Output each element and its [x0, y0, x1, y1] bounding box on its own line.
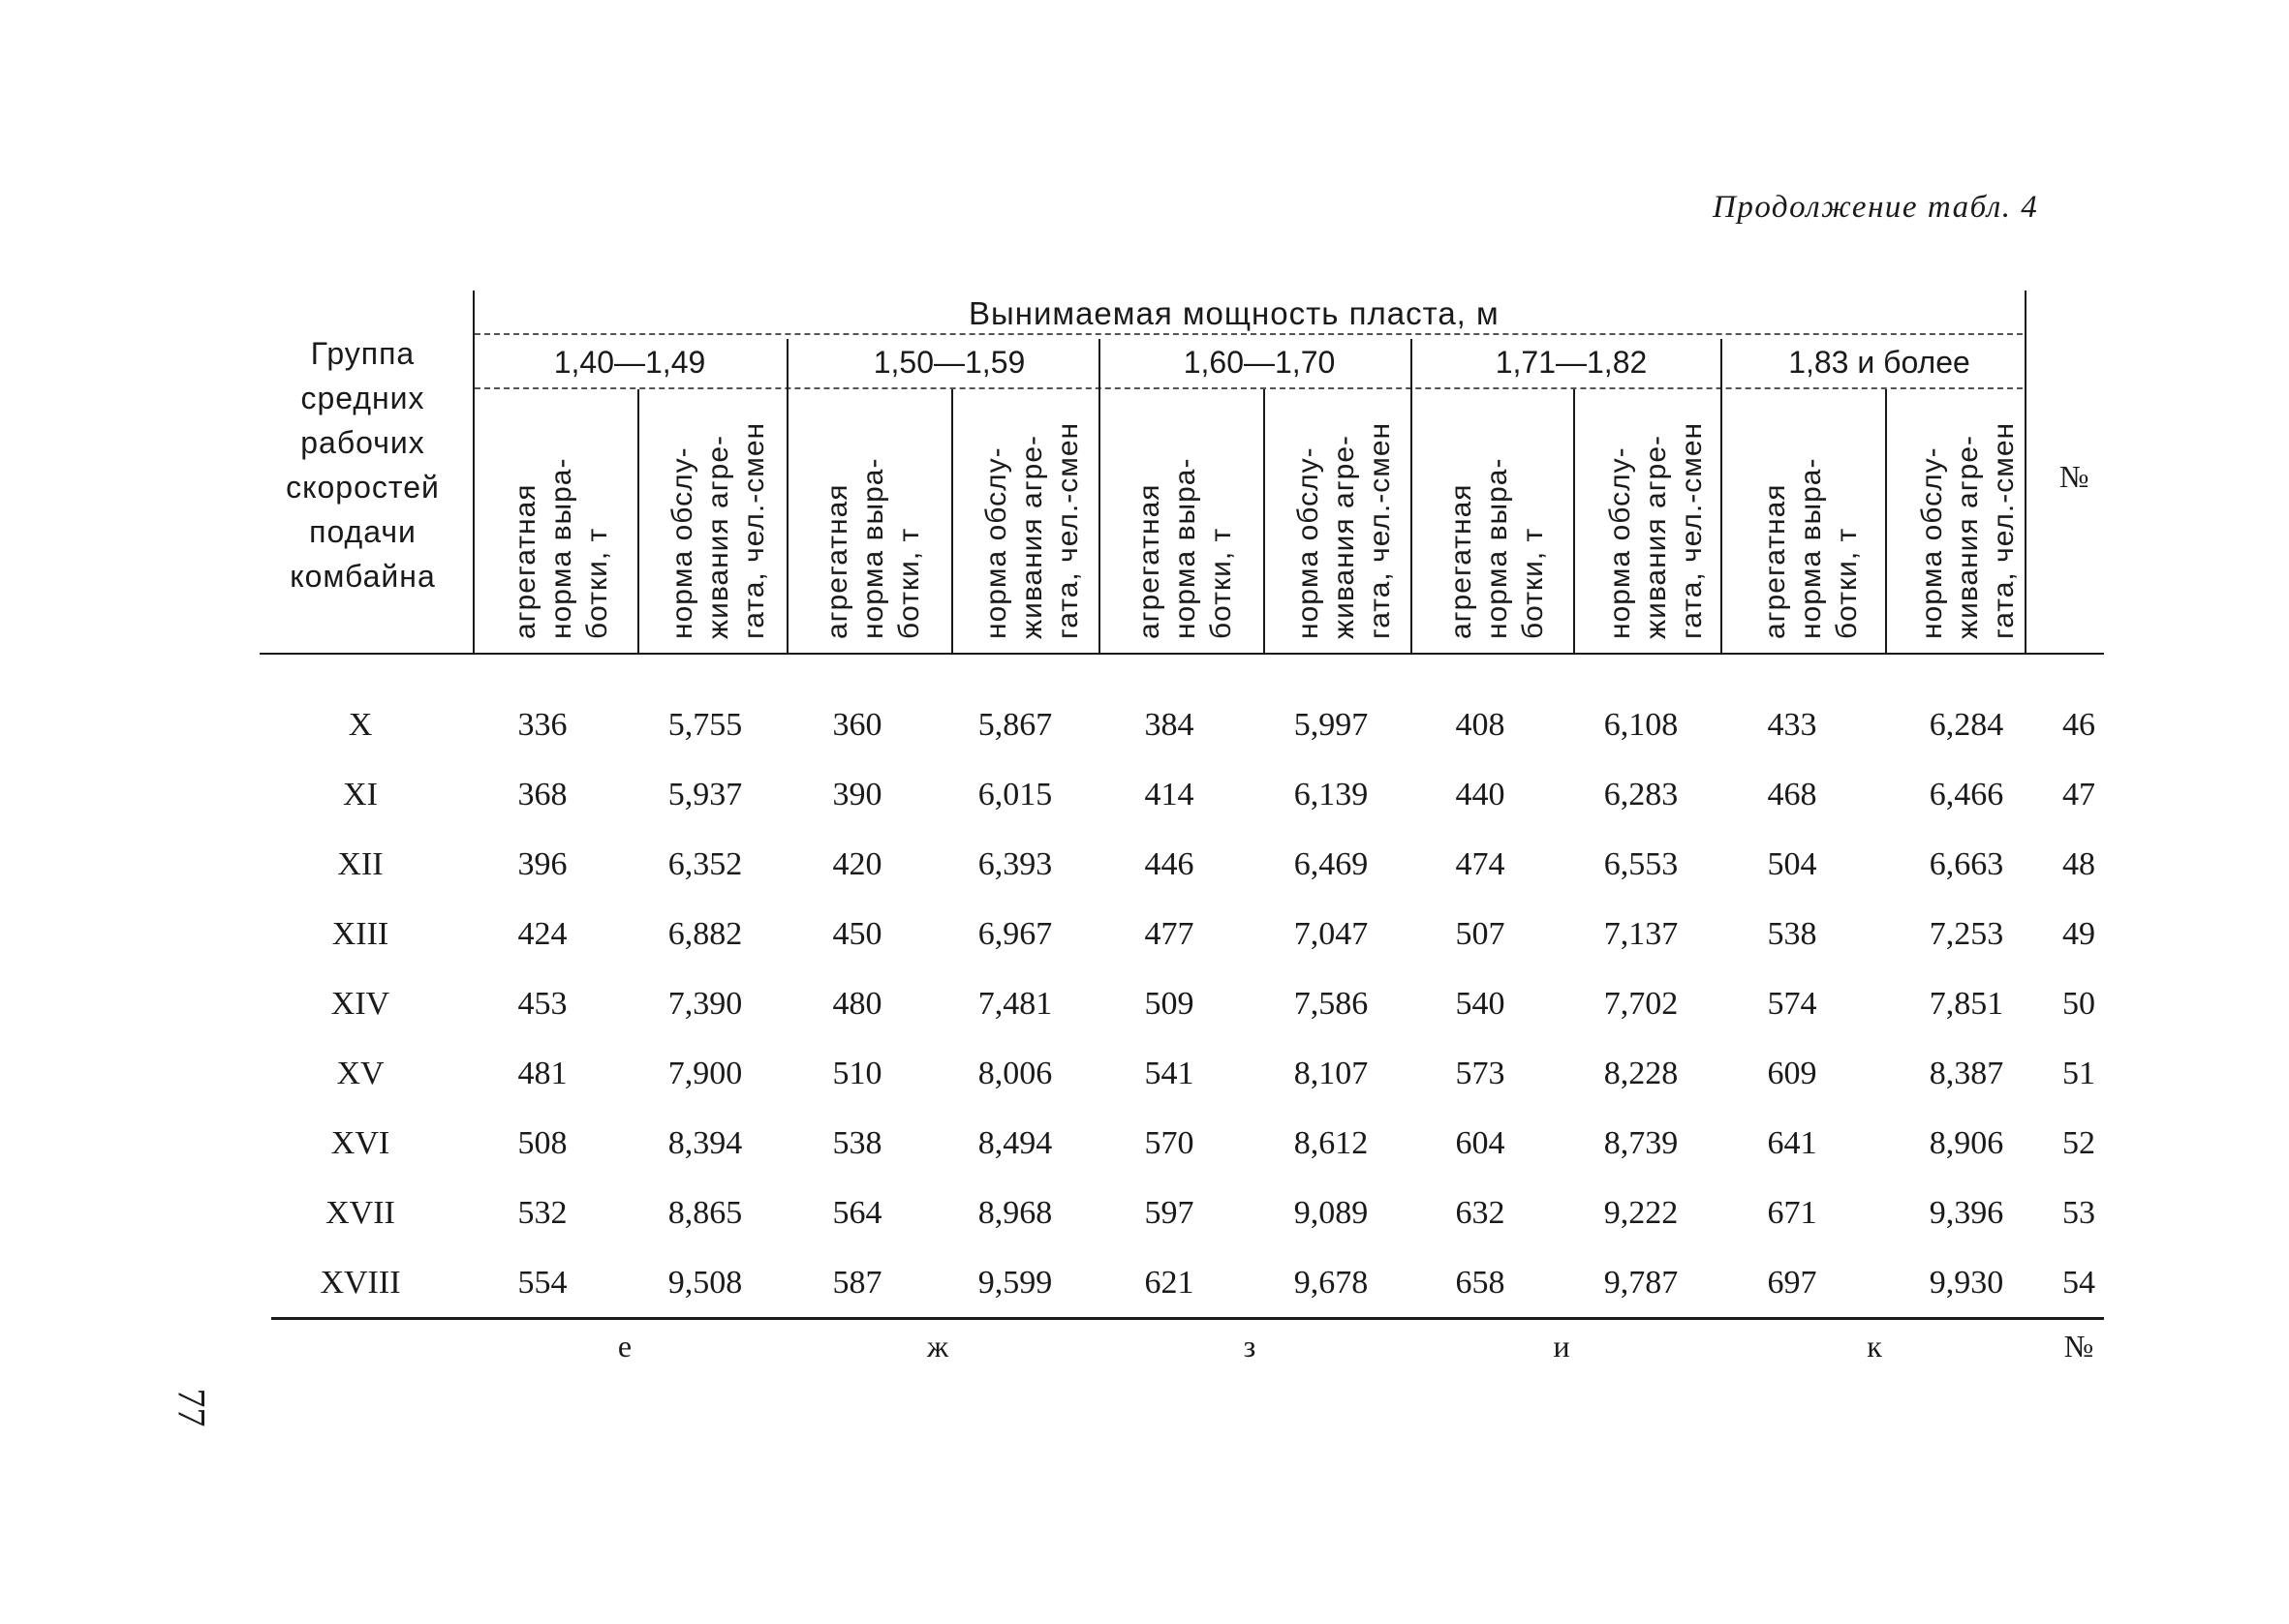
service-norm-cell: 8,387 — [1929, 1056, 2004, 1091]
service-norm-cell: 8,906 — [1929, 1125, 2004, 1161]
range-header: 1,40—1,49 — [553, 345, 706, 380]
service-norm-cell: 9,222 — [1603, 1195, 1679, 1231]
sub-rule-5 — [1885, 389, 1887, 655]
row-number-cell: 50 — [2062, 986, 2095, 1022]
range-header: 1,60—1,70 — [1183, 345, 1336, 380]
service-norm-cell: 9,599 — [977, 1265, 1053, 1301]
service-norm-cell: 5,867 — [977, 707, 1053, 743]
service-norm-cell: 7,390 — [667, 986, 743, 1022]
service-norm-cell: 7,900 — [667, 1056, 743, 1091]
service-norm-cell: 6,553 — [1603, 846, 1679, 882]
output-norm-header: агрегатная норма выра- ботки, т — [1445, 457, 1549, 639]
output-norm-cell: 658 — [1455, 1265, 1505, 1301]
group-cell: XI — [343, 777, 378, 812]
output-norm-cell: 509 — [1144, 986, 1194, 1022]
output-norm-cell: 384 — [1144, 707, 1194, 743]
page-number: 77 — [170, 1388, 214, 1427]
output-norm-cell: 450 — [832, 916, 882, 952]
sub-rule-4 — [1573, 389, 1575, 655]
output-norm-cell: 507 — [1455, 916, 1505, 952]
output-norm-cell: 532 — [517, 1195, 568, 1231]
output-norm-cell: 671 — [1767, 1195, 1817, 1231]
service-norm-cell: 6,469 — [1293, 846, 1369, 882]
output-norm-cell: 604 — [1455, 1125, 1505, 1161]
group-cell: XV — [336, 1056, 385, 1091]
footer-letter: з — [1243, 1329, 1256, 1364]
row-number-cell: 53 — [2062, 1195, 2095, 1231]
service-norm-cell: 9,930 — [1929, 1265, 2004, 1301]
group-cell: XVI — [330, 1125, 390, 1161]
row-number-cell: 54 — [2062, 1265, 2095, 1301]
continuation-label: Продолжение табл. 4 — [1713, 190, 2039, 225]
output-norm-cell: 597 — [1144, 1195, 1194, 1231]
service-norm-cell: 7,586 — [1293, 986, 1369, 1022]
footer-letter: и — [1553, 1329, 1570, 1364]
output-norm-cell: 474 — [1455, 846, 1505, 882]
service-norm-cell: 7,253 — [1929, 916, 2004, 952]
service-norm-cell: 6,139 — [1293, 777, 1369, 812]
service-norm-cell: 6,108 — [1603, 707, 1679, 743]
body-bottom-rule — [271, 1317, 2104, 1320]
service-norm-cell: 6,967 — [977, 916, 1053, 952]
group-cell: X — [348, 707, 373, 743]
range-5-rule — [1720, 339, 1722, 655]
output-norm-cell: 564 — [832, 1195, 882, 1231]
output-norm-cell: 446 — [1144, 846, 1194, 882]
output-norm-cell: 480 — [832, 986, 882, 1022]
service-norm-cell: 7,702 — [1603, 986, 1679, 1022]
row-number-cell: 49 — [2062, 916, 2095, 952]
output-norm-cell: 453 — [517, 986, 568, 1022]
output-norm-cell: 390 — [832, 777, 882, 812]
output-norm-cell: 621 — [1144, 1265, 1194, 1301]
number-header: № — [2059, 459, 2089, 494]
output-norm-cell: 510 — [832, 1056, 882, 1091]
header-bottom-rule — [260, 653, 2104, 655]
service-norm-cell: 7,851 — [1929, 986, 2004, 1022]
output-norm-cell: 609 — [1767, 1056, 1817, 1091]
group-cell: XVIII — [320, 1265, 401, 1301]
output-norm-cell: 396 — [517, 846, 568, 882]
service-norm-cell: 5,997 — [1293, 707, 1369, 743]
output-norm-cell: 477 — [1144, 916, 1194, 952]
service-norm-cell: 6,466 — [1929, 777, 2004, 812]
group-header: Группа средних рабочих скоростей подачи комбайна — [286, 336, 440, 594]
output-norm-cell: 508 — [517, 1125, 568, 1161]
service-norm-cell: 7,137 — [1603, 916, 1679, 952]
output-norm-cell: 554 — [517, 1265, 568, 1301]
range-3-rule — [1098, 339, 1100, 655]
output-norm-cell: 468 — [1767, 777, 1817, 812]
service-norm-cell: 5,755 — [667, 707, 743, 743]
range-2-rule — [787, 339, 789, 655]
service-norm-cell: 8,006 — [977, 1056, 1053, 1091]
output-norm-header: агрегатная норма выра- ботки, т — [821, 457, 925, 639]
sub-rule-1 — [637, 389, 639, 655]
service-norm-cell: 8,107 — [1293, 1056, 1369, 1091]
output-norm-cell: 538 — [832, 1125, 882, 1161]
output-norm-cell: 336 — [517, 707, 568, 743]
service-norm-cell: 9,678 — [1293, 1265, 1369, 1301]
service-norm-cell: 9,787 — [1603, 1265, 1679, 1301]
footer-letter: е — [617, 1329, 633, 1364]
service-norm-header: норма обслу- живания агре- гата, чел.-смен — [980, 421, 1084, 639]
group-cell: XII — [337, 846, 384, 882]
group-cell: XVII — [325, 1195, 395, 1231]
service-norm-cell: 6,352 — [667, 846, 743, 882]
number-column-rule — [2025, 291, 2026, 655]
output-norm-cell: 538 — [1767, 916, 1817, 952]
output-norm-cell: 440 — [1455, 777, 1505, 812]
service-norm-header: норма обслу- живания агре- гата, чел.-смен — [666, 421, 770, 639]
service-norm-cell: 7,047 — [1293, 916, 1369, 952]
range-4-rule — [1410, 339, 1412, 655]
service-norm-cell: 9,089 — [1293, 1195, 1369, 1231]
output-norm-cell: 641 — [1767, 1125, 1817, 1161]
service-norm-cell: 8,739 — [1603, 1125, 1679, 1161]
output-norm-cell: 587 — [832, 1265, 882, 1301]
service-norm-cell: 6,015 — [977, 777, 1053, 812]
range-header: 1,83 и более — [1788, 345, 1970, 380]
service-norm-cell: 6,663 — [1929, 846, 2004, 882]
output-norm-cell: 408 — [1455, 707, 1505, 743]
service-norm-cell: 8,968 — [977, 1195, 1053, 1231]
service-norm-cell: 8,865 — [667, 1195, 743, 1231]
service-norm-cell: 8,394 — [667, 1125, 743, 1161]
thickness-header: Вынимаемая мощность пласта, м — [969, 295, 1500, 331]
output-norm-header: агрегатная норма выра- ботки, т — [510, 457, 613, 639]
service-norm-cell: 6,393 — [977, 846, 1053, 882]
sub-rule-2 — [951, 389, 953, 655]
footer-letter: к — [1867, 1329, 1882, 1364]
service-norm-cell: 6,284 — [1929, 707, 2004, 743]
service-norm-header: норма обслу- живания агре- гата, чел.-смен — [1604, 421, 1708, 639]
service-norm-cell: 7,481 — [977, 986, 1053, 1022]
service-norm-cell: 9,508 — [667, 1265, 743, 1301]
group-cell: XIII — [331, 916, 389, 952]
row-number-cell: 51 — [2062, 1056, 2095, 1091]
service-norm-cell: 6,283 — [1603, 777, 1679, 812]
output-norm-cell: 570 — [1144, 1125, 1194, 1161]
service-norm-header: норма обслу- живания агре- гата, чел.-смен — [1292, 421, 1396, 639]
output-norm-cell: 360 — [832, 707, 882, 743]
footer-letter: ж — [926, 1329, 949, 1364]
output-norm-cell: 574 — [1767, 986, 1817, 1022]
service-norm-cell: 5,937 — [667, 777, 743, 812]
range-underline-rule — [475, 387, 2023, 389]
output-norm-cell: 541 — [1144, 1056, 1194, 1091]
output-norm-cell: 573 — [1455, 1056, 1505, 1091]
row-number-cell: 47 — [2062, 777, 2095, 812]
output-norm-header: агрегатная норма выра- ботки, т — [1759, 457, 1863, 639]
row-number-cell: 48 — [2062, 846, 2095, 882]
service-norm-cell: 8,612 — [1293, 1125, 1369, 1161]
output-norm-cell: 424 — [517, 916, 568, 952]
output-norm-header: агрегатная норма выра- ботки, т — [1133, 457, 1237, 639]
output-norm-cell: 414 — [1144, 777, 1194, 812]
output-norm-cell: 420 — [832, 846, 882, 882]
row-number-cell: 52 — [2062, 1125, 2095, 1161]
output-norm-cell: 632 — [1455, 1195, 1505, 1231]
output-norm-cell: 504 — [1767, 846, 1817, 882]
output-norm-cell: 540 — [1455, 986, 1505, 1022]
service-norm-cell: 8,494 — [977, 1125, 1053, 1161]
range-header: 1,71—1,82 — [1495, 345, 1648, 380]
service-norm-header: норма обслу- живания агре- гата, чел.-смен — [1916, 421, 2020, 639]
output-norm-cell: 481 — [517, 1056, 568, 1091]
footer-number-label: № — [2063, 1329, 2094, 1364]
output-norm-cell: 697 — [1767, 1265, 1817, 1301]
group-cell: XIV — [330, 986, 390, 1022]
service-norm-cell: 9,396 — [1929, 1195, 2004, 1231]
service-norm-cell: 8,228 — [1603, 1056, 1679, 1091]
output-norm-cell: 368 — [517, 777, 568, 812]
sub-rule-3 — [1263, 389, 1265, 655]
range-header: 1,50—1,59 — [873, 345, 1026, 380]
service-norm-cell: 6,882 — [667, 916, 743, 952]
group-column-rule — [473, 291, 475, 655]
header-top-rule — [475, 333, 2023, 335]
row-number-cell: 46 — [2062, 707, 2095, 743]
output-norm-cell: 433 — [1767, 707, 1817, 743]
